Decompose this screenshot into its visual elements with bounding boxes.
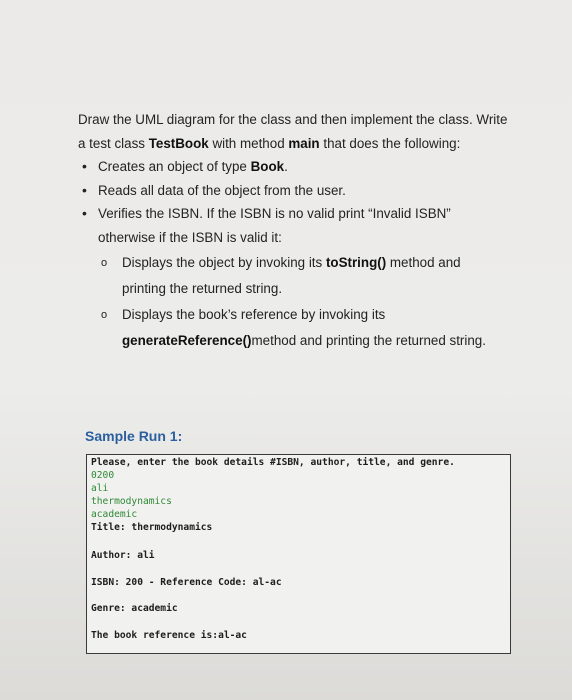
- console-input: ali: [91, 483, 109, 494]
- intro-line-2: a test class TestBook with method main that does the following:: [78, 135, 461, 151]
- sub-bullet-item: o Displays the object by invoking its toString() method and printing the returned string.: [78, 250, 538, 302]
- console-input: thermodynamics: [91, 496, 172, 507]
- intro-line-1: Draw the UML diagram for the class and then implement the class. Write: [78, 112, 508, 127]
- console-output: Genre: academic: [91, 603, 178, 614]
- method-name-main: main: [288, 135, 320, 151]
- sample-run-console: [86, 454, 511, 654]
- bullet-icon: •: [82, 158, 87, 175]
- bullet-icon: •: [82, 181, 87, 198]
- console-prompt: Please, enter the book details #ISBN, author, title, and genre.: [91, 457, 455, 468]
- console-output: ISBN: 200 - Reference Code: al-ac: [91, 577, 282, 588]
- console-output: Title: thermodynamics: [91, 522, 213, 533]
- assignment-text: [78, 108, 538, 354]
- class-name-testbook: TestBook: [148, 135, 209, 151]
- console-output: The book reference is:al-ac: [91, 630, 247, 641]
- bullet-item: • Reads all data of the object from the user.: [78, 179, 538, 203]
- console-input: 0200: [91, 470, 115, 481]
- sample-run-title: Sample Run 1:: [85, 428, 183, 444]
- console-output: Author: ali: [91, 550, 155, 561]
- sub-bullet-item: o Displays the book’s reference by invoking its generateReference()method and printing the returned string.: [78, 302, 538, 354]
- circle-bullet-icon: o: [101, 308, 108, 321]
- bullet-item: • Creates an object of type Book.: [78, 155, 538, 179]
- console-input: academic: [91, 509, 138, 520]
- bullet-icon: •: [82, 205, 87, 222]
- circle-bullet-icon: o: [101, 256, 108, 269]
- bullet-item: • Verifies the ISBN. If the ISBN is no valid print “Invalid ISBN” otherwise if the ISBN is valid it:: [78, 202, 538, 249]
